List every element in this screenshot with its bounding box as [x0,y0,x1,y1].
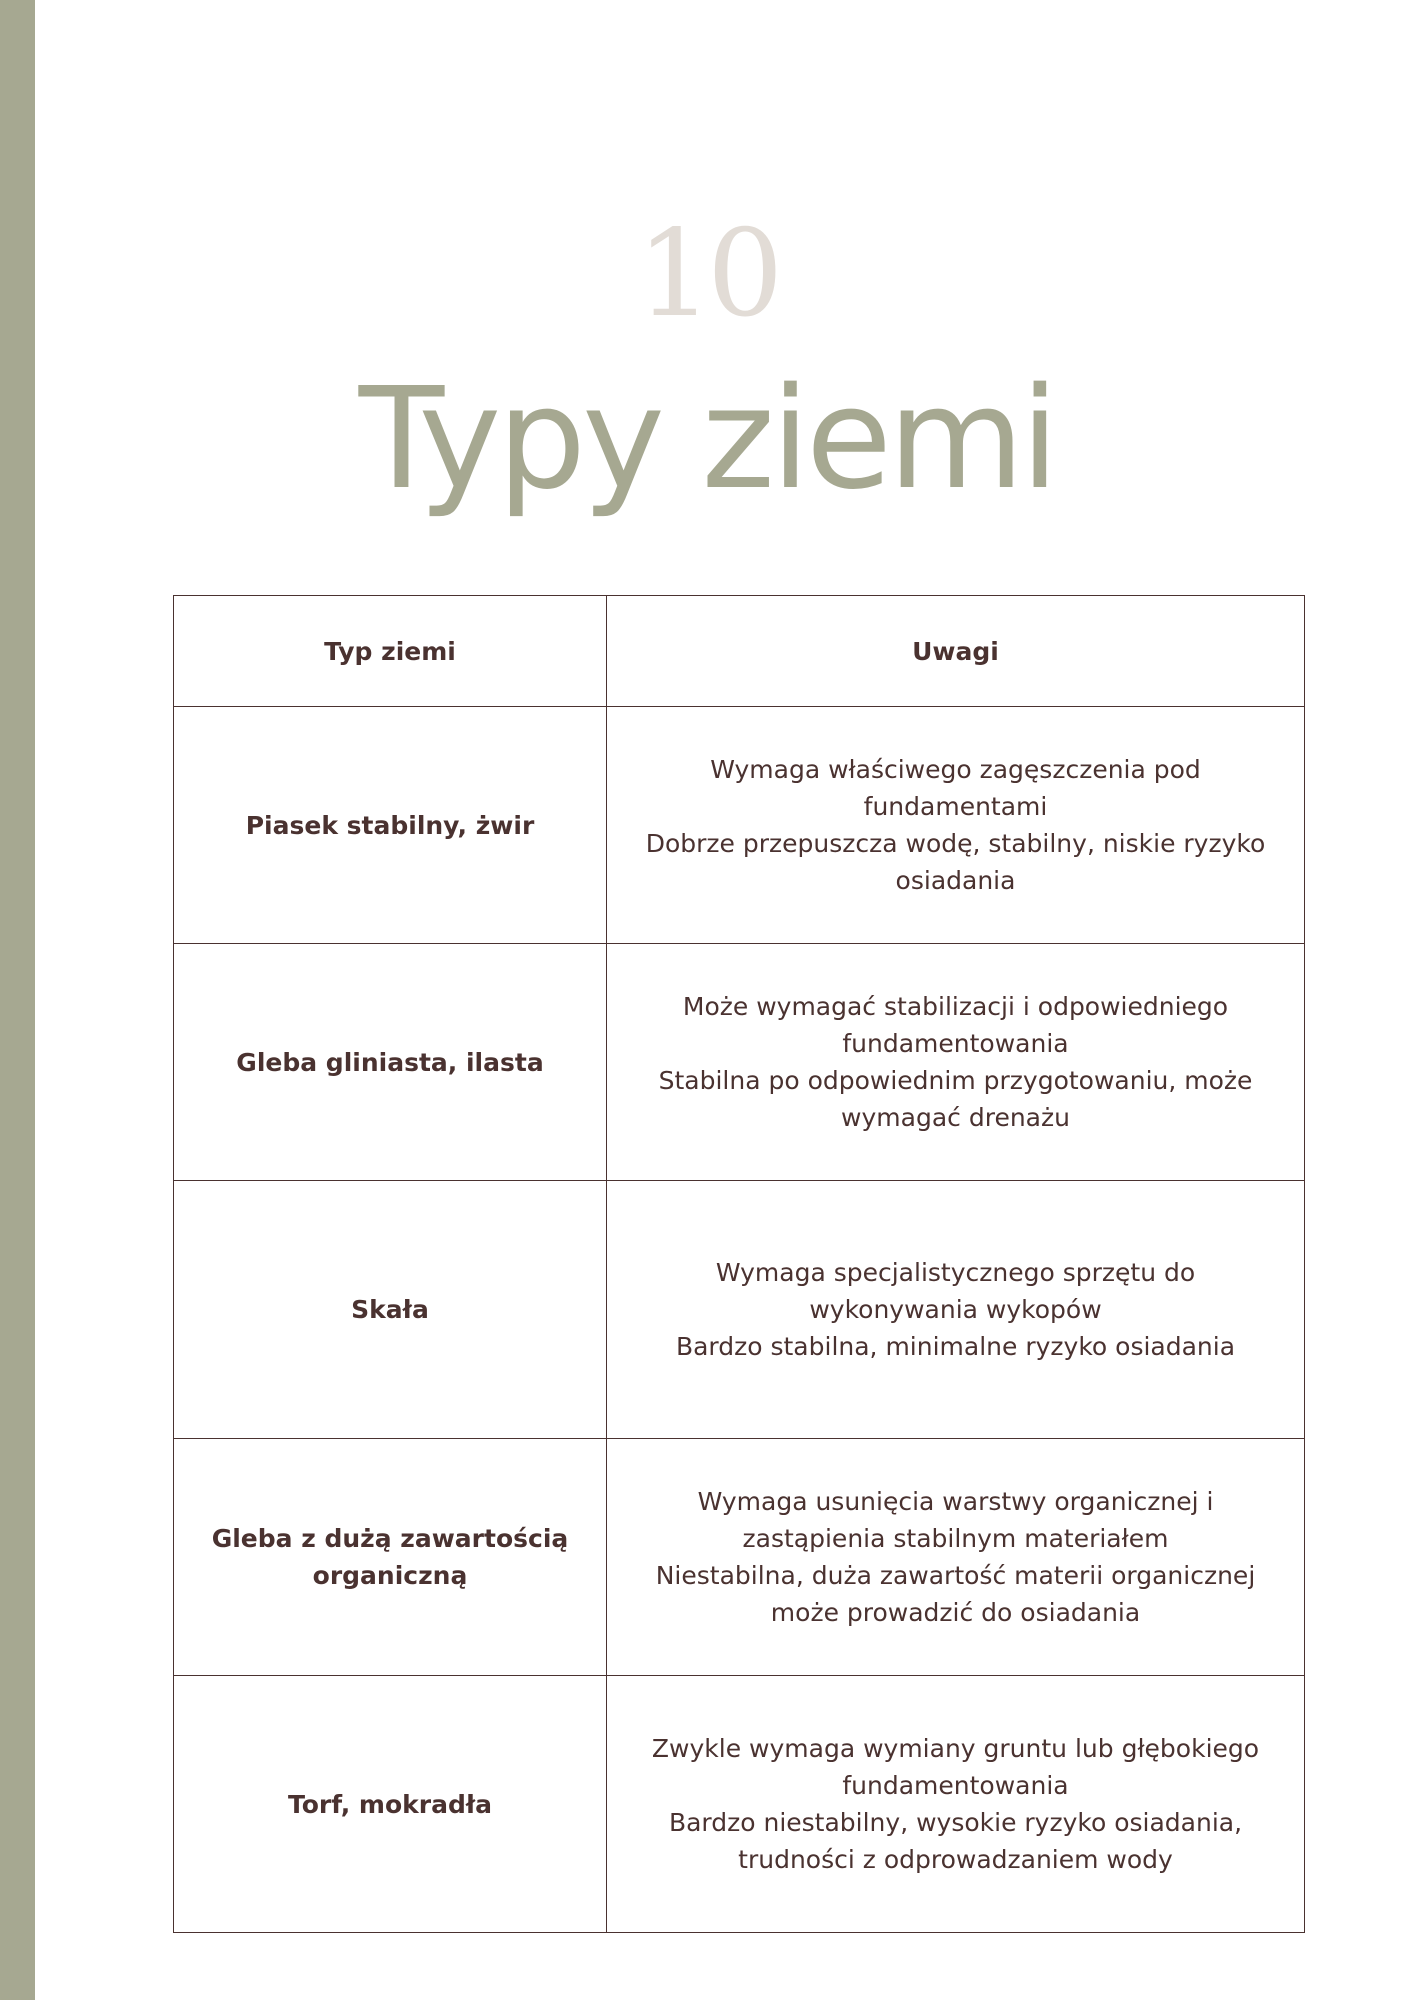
soil-types-table [173,595,1305,1933]
description-text: Stabilna po odpowiednim przygotowaniu, może wymagać drenażu [658,1066,1253,1132]
notes-cell [607,1439,1305,1676]
description-text: Niestabilna, duża zawartość materii organicznej może prowadzić do osiadania [655,1561,1256,1627]
notes-cell [607,1676,1305,1933]
table-row [174,944,1305,1181]
soil-type-cell: Gleba gliniasta, ilasta [174,944,607,1181]
header-notes: Uwagi [607,596,1305,707]
table-row [174,1676,1305,1933]
notes-cell [607,1181,1305,1439]
table-row [174,1439,1305,1676]
description-text: Bardzo stabilna, minimalne ryzyko osiadania [675,1332,1236,1361]
notes-cell [607,944,1305,1181]
requirement-text: Wymaga specjalistycznego sprzętu do wykonywania wykopów [715,1258,1196,1324]
requirement-text: Może wymagać stabilizacji i odpowiedniego fundamentowania [682,992,1229,1058]
page-title: Typy ziemi [358,358,1056,521]
soil-type-cell: Skała [174,1181,607,1439]
soil-type-cell: Gleba z dużą zawartością organiczną [174,1439,607,1676]
description-text: Bardzo niestabilny, wysokie ryzyko osiadania, trudności z odprowadzaniem wody [668,1808,1243,1874]
soil-type-cell: Torf, mokradła [174,1676,607,1933]
soil-type-cell: Piasek stabilny, żwir [174,707,607,944]
page-number: 10 [636,205,778,344]
requirement-text: Wymaga właściwego zagęszczenia pod fundamentami [710,755,1201,821]
table-row [174,707,1305,944]
header-type: Typ ziemi [174,596,607,707]
requirement-text: Wymaga usunięcia warstwy organicznej i zastąpienia stabilnym materiałem [697,1487,1214,1553]
notes-cell [607,707,1305,944]
description-text: Dobrze przepuszcza wodę, stabilny, niskie ryzyko osiadania [645,829,1266,895]
table-row [174,1181,1305,1439]
requirement-text: Zwykle wymaga wymiany gruntu lub głębokiego fundamentowania [651,1734,1260,1800]
table-header-row [174,596,1305,707]
